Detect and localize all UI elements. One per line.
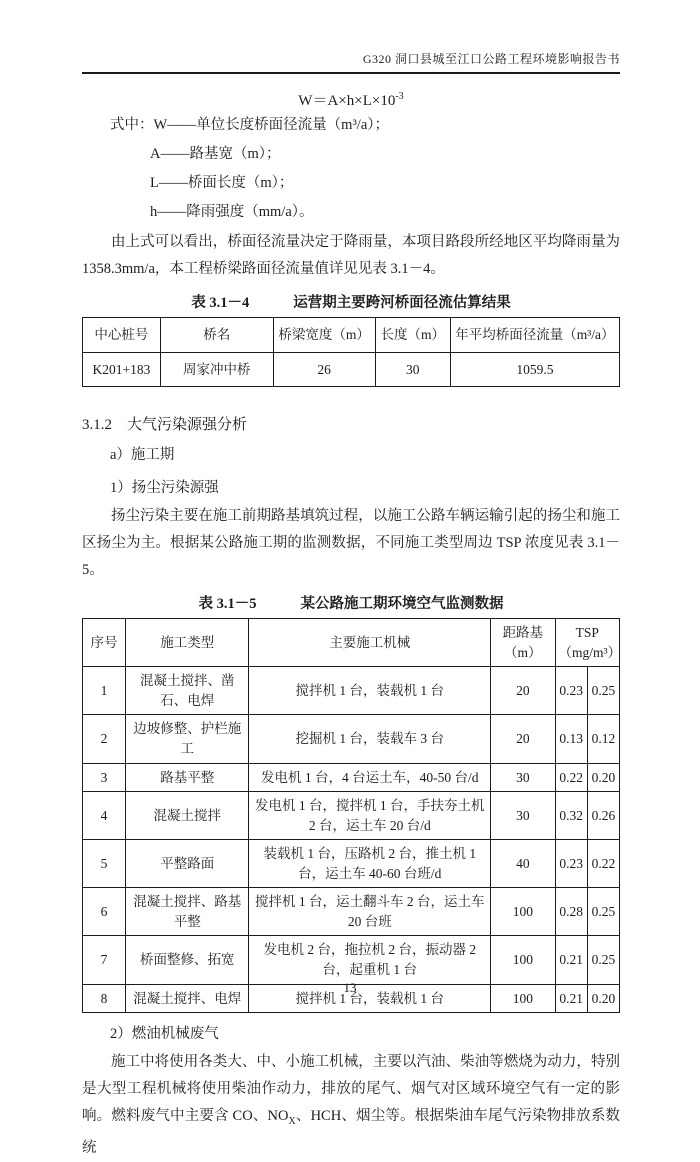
table-cell: 100 [491, 936, 555, 984]
table-cell: 100 [491, 984, 555, 1013]
table-cell: 30 [491, 792, 555, 840]
paragraph-fuel-exhaust [82, 1049, 620, 1162]
table-cell: 搅拌机 1 台，装载机 1 台 [249, 667, 491, 715]
table-label: 表 3.1－5 [198, 596, 257, 613]
table-cell: 7 [83, 936, 126, 984]
paragraph-text: 施工中将使用各类大、中、小施工机械，主要以汽油、柴油等燃烧为动力，特别是大型工程机械将使用柴油作动力，排放的尾气、烟气对区域环境空气有一定的影响。燃料废气中主要含 CO、NO [82, 1054, 620, 1125]
document-page [0, 50, 700, 1157]
table-cell: 发电机 2 台，拖拉机 2 台，振动器 2 台，起重机 1 台 [249, 936, 491, 984]
table-caption-3-1-5 [82, 592, 620, 613]
column-header: 主要施工机械 [249, 619, 491, 667]
table-row [83, 840, 620, 888]
table-row [83, 763, 620, 792]
table-row [83, 936, 620, 984]
table-cell: 发电机 1 台，4 台运土车，40-50 台/d [249, 763, 491, 792]
column-header: 桥名 [160, 318, 273, 353]
sub-heading-a: a）施工期 [110, 447, 175, 464]
table-cell: 桥面整修、拓宽 [125, 936, 249, 984]
table-bridge-runoff [82, 317, 620, 387]
table-cell: 0.20 [587, 763, 619, 792]
table-cell: 边坡修整、护栏施工 [125, 715, 249, 763]
column-header: 长度（m） [375, 318, 450, 353]
table-cell: 搅拌机 1 台，装载机 1 台 [249, 984, 491, 1013]
table-cell: 0.12 [587, 715, 619, 763]
sub-heading-1: 1）扬尘污染源强 [110, 480, 219, 497]
runoff-formula [82, 89, 620, 110]
table-label: 表 3.1－4 [191, 295, 250, 311]
formula-base: W＝A×h×L×10 [298, 93, 396, 109]
section-heading-3-1-2: 3.1.2 大气污染源强分析 [82, 417, 248, 434]
table-cell: 0.13 [555, 715, 587, 763]
nox-subscript: X [288, 1116, 296, 1128]
table-row [83, 667, 620, 715]
table-air-monitoring [82, 618, 620, 1013]
paragraph-text: 、HCH、烟尘等。根据柴油车尾气污染物排放系数统 [82, 1108, 620, 1157]
table-cell: 40 [491, 840, 555, 888]
table-cell: 0.22 [587, 840, 619, 888]
table-cell: 0.28 [555, 888, 587, 936]
column-header: 年平均桥面径流量（m³/a） [450, 318, 619, 353]
paragraph-runoff-summary: 由上式可以看出，桥面径流量决定于降雨量，本项目路段所经地区平均降雨量为1358.3mm/a，本工程桥梁路面径流量值详见见表 3.1－4。 [82, 234, 620, 277]
table-cell: 1059.5 [450, 352, 619, 387]
table-cell: 0.23 [555, 840, 587, 888]
column-header: 序号 [83, 619, 126, 667]
column-header: 中心桩号 [83, 318, 161, 353]
table-cell: 周家冲中桥 [160, 352, 273, 387]
table-cell: 26 [273, 352, 375, 387]
table-row [83, 715, 620, 763]
table-cell: 0.26 [587, 792, 619, 840]
table-cell: 1 [83, 667, 126, 715]
sub-heading-2: 2）燃油机械废气 [110, 1026, 219, 1043]
table-row [83, 352, 620, 387]
column-header: TSP（mg/m³） [555, 619, 619, 667]
table-cell: 4 [83, 792, 126, 840]
table-cell: 0.25 [587, 936, 619, 984]
table-title: 运营期主要跨河桥面径流估算结果 [293, 295, 511, 311]
table-cell: 0.25 [587, 667, 619, 715]
page-content [82, 89, 620, 1162]
table-cell: 0.22 [555, 763, 587, 792]
column-header: 距路基（m） [491, 619, 555, 667]
table-header-row [83, 318, 620, 353]
table-cell: 挖掘机 1 台，装载车 3 台 [249, 715, 491, 763]
table-header-row [83, 619, 620, 667]
table-cell: 平整路面 [125, 840, 249, 888]
table-title: 某公路施工期环境空气监测数据 [300, 596, 504, 613]
table-cell: 混凝土搅拌、电焊 [125, 984, 249, 1013]
table-cell: 20 [491, 667, 555, 715]
table-cell: 0.20 [587, 984, 619, 1013]
table-cell: 100 [491, 888, 555, 936]
table-cell: 30 [375, 352, 450, 387]
definition-line-a: A——路基宽（m）； [150, 146, 281, 162]
definition-line-h: h——降雨强度（mm/a）。 [150, 204, 314, 220]
column-header: 桥梁宽度（m） [273, 318, 375, 353]
definition-line-l: L——桥面长度（m）； [150, 175, 294, 191]
table-cell: 30 [491, 763, 555, 792]
table-cell: 3 [83, 763, 126, 792]
table-row [83, 888, 620, 936]
column-header: 施工类型 [125, 619, 249, 667]
table-cell: 0.32 [555, 792, 587, 840]
table-cell: K201+183 [83, 352, 161, 387]
table-row [83, 792, 620, 840]
table-cell: 0.21 [555, 936, 587, 984]
table-cell: 0.23 [555, 667, 587, 715]
table-cell: 2 [83, 715, 126, 763]
table-cell: 0.25 [587, 888, 619, 936]
table-cell: 20 [491, 715, 555, 763]
table-cell: 8 [83, 984, 126, 1013]
table-cell: 装载机 1 台，压路机 2 台，推土机 1 台，运土车 40-60 台班/d [249, 840, 491, 888]
table-cell: 6 [83, 888, 126, 936]
table-cell: 搅拌机 1 台，运土翻斗车 2 台，运土车 20 台班 [249, 888, 491, 936]
definition-line-w: 式中：W——单位长度桥面径流量（m³/a）； [110, 117, 390, 133]
page-header [82, 50, 620, 74]
table-cell: 混凝土搅拌、路基平整 [125, 888, 249, 936]
table-cell: 路基平整 [125, 763, 249, 792]
table-cell: 5 [83, 840, 126, 888]
running-header-text: G320 洞口县城至江口公路工程环境影响报告书 [362, 52, 620, 66]
table-cell: 0.21 [555, 984, 587, 1013]
table-caption-3-1-4 [82, 291, 620, 312]
table-cell: 混凝土搅拌、凿石、电焊 [125, 667, 249, 715]
formula-exponent: -3 [395, 91, 404, 102]
table-cell: 发电机 1 台，搅拌机 1 台，手扶夯土机 2 台，运土车 20 台/d [249, 792, 491, 840]
paragraph-dust-source: 扬尘污染主要在施工前期路基填筑过程，以施工公路车辆运输引起的扬尘和施工区扬尘为主。根据某公路施工期的监测数据，不同施工类型周边 TSP 浓度见表 3.1－5。 [82, 508, 620, 579]
page-number: 13 [343, 980, 357, 995]
table-cell: 混凝土搅拌 [125, 792, 249, 840]
